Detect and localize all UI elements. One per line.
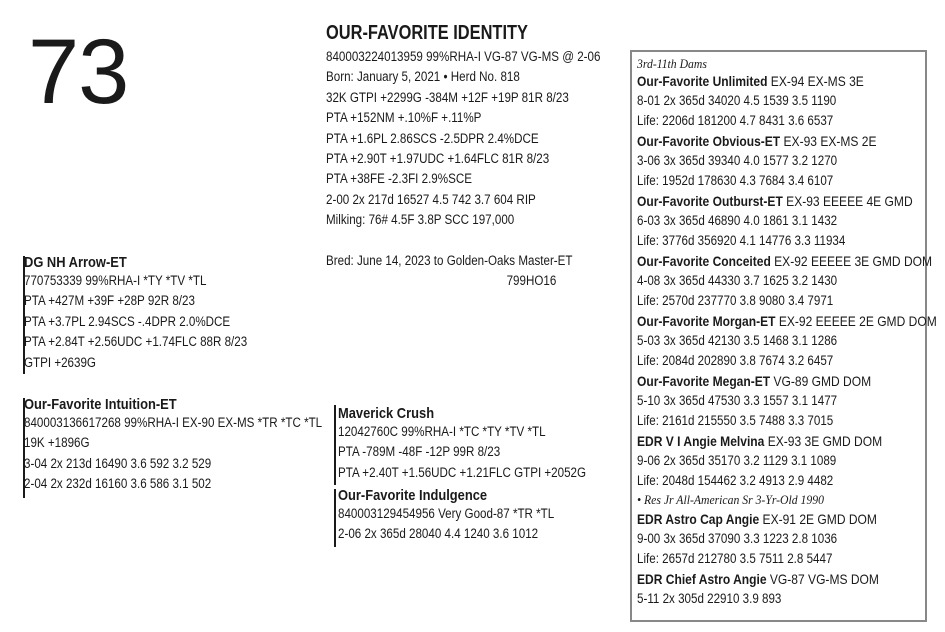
ancestor-lifetime: Life: 3776d 356920 4.1 14776 3.3 11934 xyxy=(637,233,846,248)
bred-info: Bred: June 14, 2023 to Golden-Oaks Master-ET xyxy=(326,252,573,268)
ancestor-record: 3-06 3x 365d 39340 4.0 1577 3.2 1270 xyxy=(637,153,838,168)
animal-line: PTA +1.6PL 2.86SCS -2.5DPR 2.4%DCE xyxy=(326,130,539,146)
ancestor-record: 5-10 3x 365d 47530 3.3 1557 3.1 1477 xyxy=(637,393,838,408)
animal-line: Milking: 76# 4.5F 3.8P SCC 197,000 xyxy=(326,212,515,228)
animal-line: PTA +2.90T +1.97UDC +1.64FLC 81R 8/23 xyxy=(326,151,550,167)
dam-line: 840003136617268 99%RHA-I EX-90 EX-MS *TR *TC *TL xyxy=(24,415,323,430)
ancestor-record: 5-11 2x 305d 22910 3.9 893 xyxy=(637,591,782,606)
mgs-line: PTA -789M -48F -12P 99R 8/23 xyxy=(338,444,501,460)
ancestor-record: 9-00 3x 365d 37090 3.3 1223 2.8 1036 xyxy=(637,531,838,546)
lot-number: 73 xyxy=(28,21,129,123)
dam-name: Our-Favorite Intuition-ET xyxy=(24,396,177,413)
ancestor-name: Our-Favorite Unlimited EX-94 EX-MS 3E xyxy=(637,73,864,89)
ancestor-lifetime: Life: 2206d 181200 4.7 8431 3.6 6537 xyxy=(637,113,834,128)
ancestor-name: Our-Favorite Outburst-ET EX-93 EEEEE 4E GMD xyxy=(637,193,913,209)
ancestor-award-note: • Res Jr All-American Sr 3-Yr-Old 1990 xyxy=(637,492,824,507)
animal-line: PTA +152NM +.10%F +.11%P xyxy=(326,110,482,126)
ancestor-lifetime: Life: 1952d 178630 4.3 7684 3.4 6107 xyxy=(637,173,834,188)
sire-name: DG NH Arrow-ET xyxy=(24,254,127,271)
spacer xyxy=(326,231,600,251)
sire-line: PTA +2.84T +2.56UDC +1.74FLC 88R 8/23 xyxy=(24,334,248,350)
dam-line: 3-04 2x 213d 16490 3.6 592 3.2 529 xyxy=(24,455,212,471)
mgs-block xyxy=(338,405,626,483)
mgd-bracket xyxy=(334,489,336,547)
animal-line: PTA +38FE -2.3FI 2.9%SCE xyxy=(326,171,472,187)
ancestor-record: 8-01 2x 365d 34020 4.5 1539 3.5 1190 xyxy=(637,93,837,108)
mgd-line: 840003129454956 Very Good-87 *TR *TL xyxy=(338,506,555,521)
ancestor-lifetime: Life: 2570d 237770 3.8 9080 3.4 7971 xyxy=(637,293,834,308)
ancestor-record: 4-08 3x 365d 44330 3.7 1625 3.2 1430 xyxy=(637,273,838,288)
ancestor-lifetime: Life: 2048d 154462 3.2 4913 2.9 4482 xyxy=(637,473,834,488)
bred-code: 799HO16 xyxy=(506,273,557,289)
ancestor-name: Our-Favorite Megan-ET VG-89 GMD DOM xyxy=(637,373,872,389)
mgd-block xyxy=(338,487,589,545)
ancestor-name: Our-Favorite Obvious-ET EX-93 EX-MS 2E xyxy=(637,133,877,149)
sire-line: GTPI +2639G xyxy=(24,354,96,370)
ancestor-name: Our-Favorite Morgan-ET EX-92 EEEEE 2E GMD DOM xyxy=(637,313,937,329)
ancestry-header: 3rd-11th Dams xyxy=(637,56,707,71)
dam-line: 2-04 2x 232d 16160 3.6 586 3.1 502 xyxy=(24,476,212,492)
ancestor-record: 5-03 3x 365d 42130 3.5 1468 3.1 1286 xyxy=(637,333,838,348)
animal-line: 2-00 2x 217d 16527 4.5 742 3.7 604 RIP xyxy=(326,191,536,207)
sire-line: 770753339 99%RHA-I *TY *TV *TL xyxy=(24,273,207,288)
ancestor-name: EDR Astro Cap Angie EX-91 2E GMD DOM xyxy=(637,511,877,527)
mgs-line: 12042760C 99%RHA-I *TC *TY *TV *TL xyxy=(338,424,546,439)
ancestor-name: EDR V I Angie Melvina EX-93 3E GMD DOM xyxy=(637,433,883,449)
sire-line: PTA +3.7PL 2.94SCS -.4DPR 2.0%DCE xyxy=(24,313,231,329)
animal-line: 32K GTPI +2299G -384M +12F +19P 81R 8/23 xyxy=(326,89,569,105)
dam-line: 19K +1896G xyxy=(24,435,90,451)
animal-name: OUR-FAVORITE IDENTITY xyxy=(326,22,528,44)
animal-line: Born: January 5, 2021 • Herd No. 818 xyxy=(326,69,520,85)
ancestor-lifetime: Life: 2084d 202890 3.8 7674 3.2 6457 xyxy=(637,353,834,368)
mgs-line: PTA +2.40T +1.56UDC +1.21FLC GTPI +2052G xyxy=(338,464,587,480)
dam-block xyxy=(24,396,371,495)
animal-line: 840003224013959 99%RHA-I VG-87 VG-MS @ 2-06 xyxy=(326,49,601,64)
mgs-name: Maverick Crush xyxy=(338,405,435,422)
mgs-bracket xyxy=(334,405,336,485)
ancestor-lifetime: Life: 2161d 215550 3.5 7488 3.3 7015 xyxy=(637,413,834,428)
sire-block xyxy=(24,254,284,373)
ancestor-record: 6-03 3x 365d 46890 4.0 1861 3.1 1432 xyxy=(637,213,838,228)
animal-block xyxy=(326,22,645,291)
mgd-line: 2-06 2x 365d 28040 4.4 1240 3.6 1012 xyxy=(338,526,539,542)
mgd-name: Our-Favorite Indulgence xyxy=(338,487,488,504)
ancestor-record: 9-06 2x 365d 35170 3.2 1129 3.1 1089 xyxy=(637,453,837,468)
ancestor-name: EDR Chief Astro Angie VG-87 VG-MS DOM xyxy=(637,571,879,587)
sire-line: PTA +427M +39F +28P 92R 8/23 xyxy=(24,293,195,309)
ancestry-box xyxy=(630,50,937,622)
ancestor-lifetime: Life: 2657d 212780 3.5 7511 2.8 5447 xyxy=(637,551,833,566)
ancestor-name: Our-Favorite Conceited EX-92 EEEEE 3E GMD DOM xyxy=(637,253,933,269)
